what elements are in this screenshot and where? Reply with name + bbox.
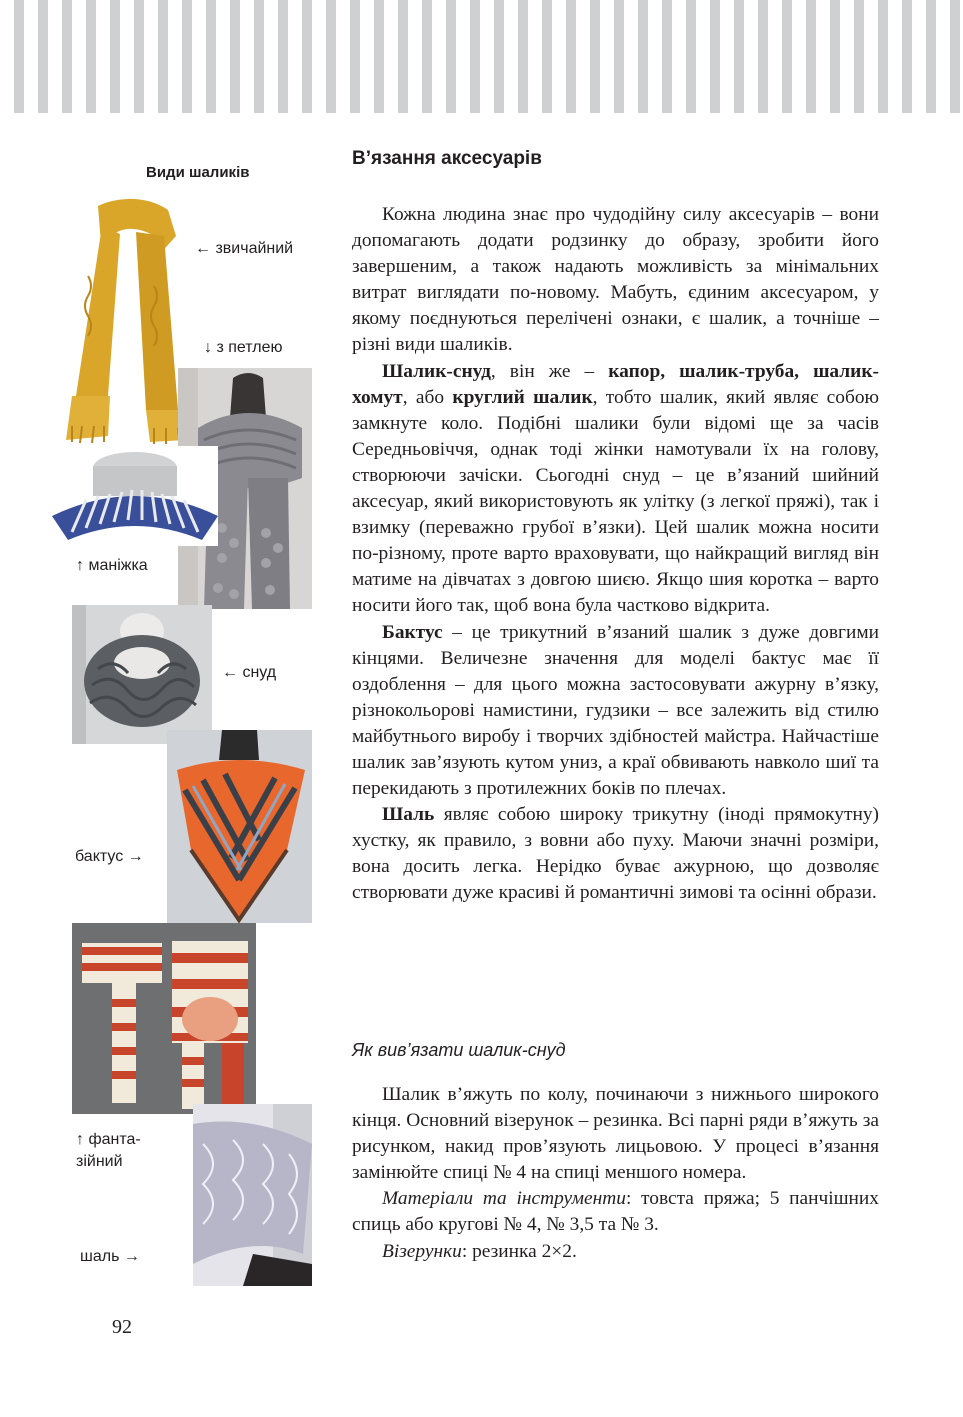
term-shawl: Шаль xyxy=(382,804,435,826)
label-fancy xyxy=(76,1129,141,1173)
label-fancy-line1: фанта- xyxy=(88,1131,141,1148)
term-snood-synonyms: капор, шалик-труба, шалик-хомут xyxy=(352,360,879,408)
shawl-photo xyxy=(193,1104,312,1286)
article-body xyxy=(352,202,879,907)
label-fancy-line2: зійний xyxy=(76,1153,123,1170)
term-bactus: Бактус xyxy=(382,621,443,643)
decorative-stripes xyxy=(0,0,963,113)
term-round-scarf: круглий шалик xyxy=(452,386,593,408)
label-snood xyxy=(222,662,276,684)
label-loop xyxy=(204,337,282,359)
label-snood-text: снуд xyxy=(242,664,277,681)
label-regular xyxy=(195,238,293,260)
dickey-photo xyxy=(52,446,218,546)
howto-title: Як вив’язати шалик-снуд xyxy=(352,1040,566,1060)
howto-intro: Шалик в’яжуть по колу, починаючи з нижнього широкого кінця. Основний візерунок – резинка. Всі парні ряди в’яжуть за рисунком, накид пров’язують лицьовою. У процесі в’язання замінюйте спиці № 4 на спиці меншого номера. xyxy=(352,1084,879,1184)
label-loop-text: з петлею xyxy=(216,339,283,356)
howto-body xyxy=(352,1082,879,1265)
article-title: В’язання аксесуарів xyxy=(352,148,542,169)
paragraph-snood-text3: , тобто шалик, який являє собою замкнуте коло. Подібні шалики були відомі ще за часів Середньовіччя, однак тоді жінки намотували їх на голову, створюючи зачіски. Сьогодні снуд – це в’язаний шийний аксесуар, який використовують як улітку (з легкої пряжі), так і взимку (переважно грубої в’язки). Цей шалик можна носити по-різному, проте варто враховувати, що найкращий вигляд він матиме на дівчатах з довгою шиєю. Якщо шия коротка – варто носити його так, щоб вона була частково відкрита. xyxy=(352,386,879,617)
fancy-scarf-photo xyxy=(72,923,256,1114)
paragraph-shawl xyxy=(352,802,879,906)
page-number: 92 xyxy=(112,1316,132,1338)
arrow-left-icon: ← xyxy=(222,664,238,681)
patterns-label: Візерунки xyxy=(382,1240,462,1262)
label-regular-text: звичайний xyxy=(215,240,294,257)
paragraph-snood-text1: , він же – xyxy=(490,360,609,382)
label-bactus-text: бактус xyxy=(75,848,124,865)
patterns-text: : резинка 2×2. xyxy=(461,1240,577,1262)
label-bactus xyxy=(75,846,144,868)
arrow-right-icon: → xyxy=(127,848,144,865)
sidebar-title: Види шаликів xyxy=(146,164,250,181)
regular-scarf-photo xyxy=(58,196,190,444)
howto-materials xyxy=(352,1186,879,1238)
arrow-left-icon: ← xyxy=(195,240,211,257)
paragraph-bactus xyxy=(352,620,879,803)
arrow-down-icon: ↓ xyxy=(204,339,212,356)
paragraph-bactus-text: – це трикутний в’язаний шалик з дуже довгими кінцями. Величезне значення для моделі бактус має її оздоблення – для цього можна застосовувати ажурну в’язку, різнокольорові намистини, гудзики – все залежить від стилю майбутнього виробу і творчих здібностей майстра. Найчастіше шалик зав’язують кутом униз, а краї обвивають навколо шиї та перекидають з протилежних боків по плечах. xyxy=(352,621,879,800)
snood-photo xyxy=(72,605,212,744)
materials-text: : товста пряжа; 5 панчішних спиць або кругові № 4, № 3,5 та № 3. xyxy=(352,1188,879,1236)
label-dickey xyxy=(76,555,148,577)
label-dickey-text: маніжка xyxy=(88,557,148,574)
paragraph-shawl-text: являє собою широку трикутну (іноді прямокутну) хустку, як правило, з вовни або пуху. Маючи значні розміри, вона досить легка. Нерідко буває ажурною, що дозволяє створювати дуже красиві й романтичні зимові та осінні образи. xyxy=(352,804,879,904)
paragraph-snood xyxy=(352,359,879,620)
label-shawl xyxy=(80,1246,140,1268)
arrow-right-icon: → xyxy=(123,1248,140,1265)
arrow-up-icon: ↑ xyxy=(76,1131,84,1148)
materials-label: Матеріали та інструменти xyxy=(382,1188,626,1210)
howto-patterns xyxy=(352,1239,879,1265)
term-snood: Шалик-снуд xyxy=(382,360,491,382)
arrow-up-icon: ↑ xyxy=(76,557,84,574)
paragraph-intro: Кожна людина знає про чудодійну силу аксесуарів – вони допомагають додати родзинку до образу, зробити його завершеним, а також надають можливість за мінімальних витрат виглядати по-новому. Мабуть, єдиним аксесуаром, у якому поєднуються перелічені ознаки, є шалик, а точніше – різні види шаликів. xyxy=(352,204,879,356)
paragraph-snood-text2: , або xyxy=(402,386,453,408)
label-shawl-text: шаль xyxy=(80,1248,120,1265)
bactus-photo xyxy=(167,730,312,923)
